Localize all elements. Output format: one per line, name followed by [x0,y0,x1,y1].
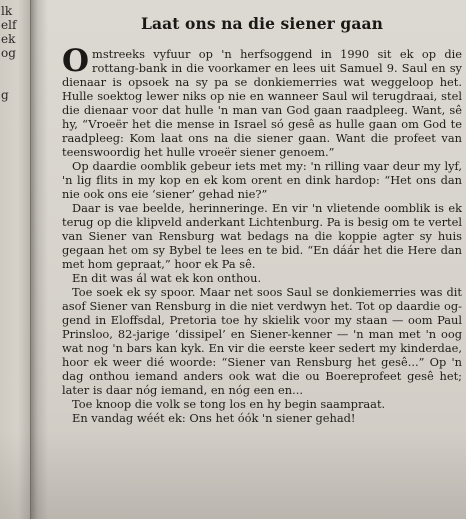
previous-page-fragment: g [1,88,9,102]
article [62,14,462,425]
article-title: Laat ons na die siener gaan [140,14,384,33]
previous-page-edge [0,0,31,519]
article-paragraph: En vandag wéét ek: Ons het óók 'n siener gehad! [72,411,356,425]
article-paragraph: Toe knoop die volk se tong los en hy begin saampraat. [72,397,386,411]
article-paragraph: Op daardie oomblik gebeur iets met my: 'n rilling vaar deur my lyf, 'n lig flits in my kop en ek kom orent en dink hardop: “Het ons dan nie ook ons eie ‘siener’ gehad nie?” [62,159,462,201]
page-gutter-shadow [30,0,48,519]
drop-cap: O [62,43,90,79]
article-paragraph: En dit was ál wat ek kon onthou. [72,271,262,285]
paragraph-text: mstreeks vyfuur op 'n herfsoggend in 1990 sit ek op die rottang-bank in die voorkamer en lees uit Samuel 9. Saul en sy dienaar is opsoek na sy pa se donkiemerries wat weggeloop het. Hulle soektog lewer niks op nie en wanneer Saul wil terugdraai, stel die dienaar voor dat hulle 'n man van God gaan raadpleeg. Want, sê hy, “Vroeër het die mense in Israel só gesê as hulle gaan om God te raadpleeg: Kom laat ons na die siener gaan. Want die profeet van teenswoordig het hulle vroeër siener genoem.” [62,47,462,159]
article-paragraph: Daar is vae beelde, herinneringe. En vir 'n vlietende oomblik is ek terug op die klipveld anderkant Lichtenburg. Pa is besig om te vertel van Siener van Rensburg wat bedags na die koppie agter sy huis gegaan het om sy Bybel te lees en te bid. “En dáár het die Here dan met hom gepraat,” hoor ek Pa sê. [62,201,462,271]
previous-page-fragment: elf [1,18,17,32]
previous-page-fragment: og [1,46,16,60]
article-paragraph: Toe soek ek sy spoor. Maar net soos Saul se donkiemerries was dit asof Siener van Rensburg in die niet verdwyn het. Tot op daardie og-gend in Eloffsdal, Pretoria toe hy skielik voor my staan — oom Paul Prinsloo, 82-jarige ‘dissipel’ en Siener-kenner — 'n man met 'n oog wat nog 'n bars kan kyk. En vir die eerste keer sedert my kinderdae, hoor ek weer dié woorde: “Siener van Rensburg het gesê...” Op 'n dag onthou iemand anders ook wat die ou Boereprofeet gesê het; later is daar nóg iemand, en nóg een en... [62,285,462,397]
previous-page-fragment: ek [1,32,16,46]
previous-page-fragment: lk [1,4,13,18]
article-paragraph [62,43,462,159]
